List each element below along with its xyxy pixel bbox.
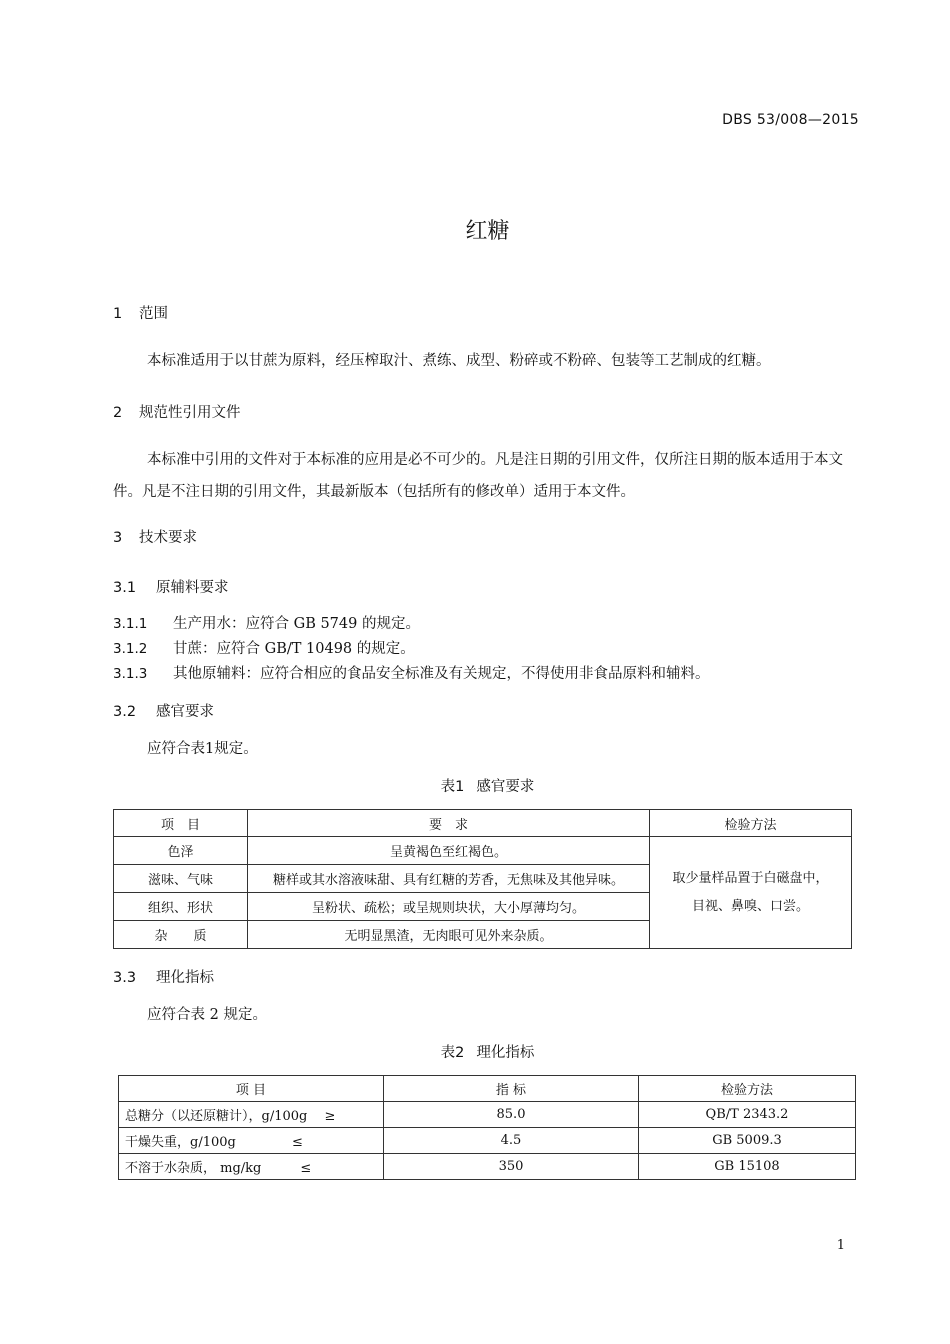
section-1-paragraph: 本标准适用于以甘蔗为原料，经压榨取汁、煮练、成型、粉碎或不粉碎、包装等工艺制成的红糖。 [147, 353, 771, 369]
column-header-item: 项 目 [119, 1076, 384, 1102]
table-row [119, 1102, 856, 1128]
section-title: 技术要求 [139, 530, 197, 546]
row-requirement: 呈粉状、疏松；或呈规则块状，大小厚薄均匀。 [248, 893, 650, 921]
row-value: 350 [384, 1154, 639, 1180]
clause-text: 生产用水：应符合 GB 5749 的规定。 [173, 616, 420, 632]
column-header-method: 检验方法 [639, 1076, 856, 1102]
row-requirement: 无明显黑渣，无肉眼可见外来杂质。 [248, 921, 650, 949]
clause-3-1-3 [113, 662, 710, 683]
column-header-item: 项 目 [114, 810, 248, 837]
clause-text: 甘蔗：应符合 GB/T 10498 的规定。 [173, 641, 415, 657]
table-row [119, 1128, 856, 1154]
row-item: 色泽 [114, 837, 248, 865]
section-3-3-text: 应符合表 2 规定。 [147, 1007, 267, 1023]
table-title: 理化指标 [476, 1045, 535, 1061]
clause-3-1-2 [113, 637, 415, 658]
section-3-2-text: 应符合表1规定。 [147, 741, 258, 757]
sensory-requirements-table [113, 809, 852, 949]
column-header-requirement: 要 求 [248, 810, 650, 837]
section-title: 规范性引用文件 [139, 405, 241, 421]
row-value: 4.5 [384, 1128, 639, 1154]
method-line: 目视、鼻嗅、口尝。 [691, 898, 809, 914]
section-1-heading [113, 302, 168, 323]
row-item: 组织、形状 [114, 893, 248, 921]
clause-text: 其他原辅料：应符合相应的食品安全标准及有关规定，不得使用非食品原料和辅料。 [173, 666, 710, 682]
method-line: 取少量样品置于白磁盘中， [672, 870, 829, 886]
document-title: 红糖 [465, 219, 510, 244]
table-header-row [119, 1076, 856, 1102]
table-number: 表1 [440, 779, 465, 795]
section-3-1-heading [113, 576, 229, 597]
table-row [114, 837, 852, 865]
section-number: 2 [113, 405, 123, 421]
table-number: 表2 [440, 1045, 465, 1061]
row-method: GB 5009.3 [639, 1128, 856, 1154]
section-3-2-heading [113, 700, 214, 721]
row-item: 干燥失重，g/100g ≤ [119, 1128, 384, 1154]
table-1-caption [0, 775, 950, 796]
section-number: 3.2 [113, 704, 137, 720]
section-2-heading [113, 401, 241, 422]
section-title: 范围 [139, 306, 168, 322]
clause-number: 3.1.3 [113, 666, 148, 682]
column-header-method: 检验方法 [650, 810, 852, 837]
page-number: 1 [836, 1238, 845, 1253]
table-header-row [114, 810, 852, 837]
section-title: 理化指标 [156, 970, 214, 986]
table-title: 感官要求 [476, 779, 535, 795]
row-requirement: 糖样或其水溶液味甜、具有红糖的芳香，无焦味及其他异味。 [248, 865, 650, 893]
standard-code: DBS 53/008—2015 [722, 112, 859, 128]
section-2-paragraph: 本标准中引用的文件对于本标准的应用是必不可少的。凡是注日期的引用文件，仅所注日期的版本适用于本文件。凡是不注日期的引用文件，其最新版本（包括所有的修改单）适用于本文件。 [113, 452, 843, 500]
section-number: 3.1 [113, 580, 137, 596]
row-item: 总糖分（以还原糖计），g/100g ≥ [119, 1102, 384, 1128]
row-requirement: 呈黄褐色至红褐色。 [248, 837, 650, 865]
row-item: 杂 质 [114, 921, 248, 949]
section-title: 感官要求 [156, 704, 214, 720]
table-2-caption [0, 1041, 950, 1062]
section-number: 1 [113, 306, 123, 322]
row-method: GB 15108 [639, 1154, 856, 1180]
section-number: 3 [113, 530, 123, 546]
table-row [119, 1154, 856, 1180]
row-value: 85.0 [384, 1102, 639, 1128]
row-item: 滋味、气味 [114, 865, 248, 893]
row-item: 不溶于水杂质， mg/kg ≤ [119, 1154, 384, 1180]
column-header-indicator: 指 标 [384, 1076, 639, 1102]
section-3-3-heading [113, 966, 214, 987]
row-method: QB/T 2343.2 [639, 1102, 856, 1128]
section-number: 3.3 [113, 970, 137, 986]
section-3-heading [113, 526, 197, 547]
clause-number: 3.1.2 [113, 641, 148, 657]
clause-number: 3.1.1 [113, 616, 148, 632]
physicochemical-indicators-table [118, 1075, 856, 1180]
clause-3-1-1 [113, 612, 420, 633]
section-title: 原辅料要求 [156, 580, 229, 596]
inspection-method-cell [650, 837, 852, 949]
